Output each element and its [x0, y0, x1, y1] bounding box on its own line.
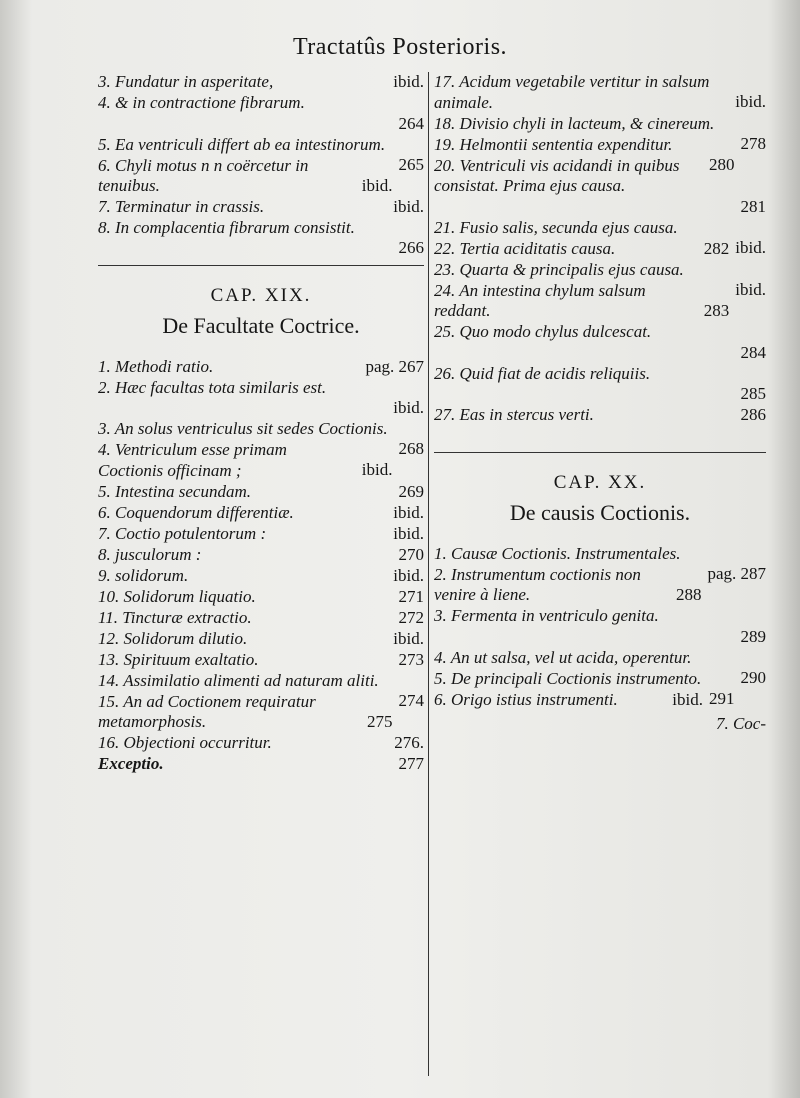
entry-text: 21. Fusio salis, secunda ejus causa. [434, 217, 678, 237]
entry-text: 22. Tertia aciditatis causa. [434, 238, 616, 258]
toc-entry [98, 670, 424, 710]
toc-entry [98, 629, 424, 650]
entry-text: 6. Origo istius instrumenti. [434, 689, 618, 709]
toc-entry [98, 482, 424, 503]
entry-page: ibid. [361, 175, 393, 195]
entry-text: 7. Terminatur in crassis. [98, 197, 265, 216]
entry-page: 289 [740, 626, 766, 646]
entry-page: 265 [398, 154, 424, 174]
toc-entry [98, 587, 424, 608]
entry-text: 15. An ad Coctionem requiratur metamorphosis. [98, 691, 316, 731]
entry-page: 275 [367, 711, 393, 731]
toc-entry [434, 156, 766, 218]
toc-entry [98, 545, 424, 566]
entry-page: 270 [398, 544, 424, 564]
toc-entry [98, 566, 424, 587]
entry-page: 285 [740, 384, 766, 403]
entry-text: 8. In complacentia fibrarum consistit. [98, 218, 355, 237]
entry-text: 7. Coctio potulentorum : [98, 523, 267, 543]
entry-text: 12. Solidorum dilutio. [98, 628, 248, 648]
entry-text: 16. Objectioni occurritur. [98, 733, 272, 752]
entry-page: 269 [398, 481, 424, 501]
entry-text: 2. Instrumentum coctionis non venire à liene. [434, 564, 641, 604]
chapter-number: CAP. XX. [553, 471, 647, 493]
entry-page: 291 [709, 688, 735, 708]
right-entries-top [434, 72, 766, 426]
chapter-title: De causis Coctionis. [509, 500, 691, 525]
entry-page: 274 [398, 690, 424, 710]
chapter-number: CAP. XIX. [210, 284, 312, 306]
entry-page: 271 [398, 586, 424, 606]
entry-page: 282 [703, 238, 730, 258]
toc-entry [434, 565, 766, 606]
toc-entry [98, 72, 424, 93]
entry-text: 9. solidorum. [98, 565, 189, 585]
toc-entry [98, 357, 424, 378]
toc-entry [98, 524, 424, 545]
left-entries-top [98, 72, 424, 257]
toc-entry [434, 405, 766, 426]
toc-entry [98, 197, 424, 218]
entry-page: ibid. [361, 460, 393, 479]
right-entries-bottom [434, 544, 766, 711]
entry-page: 288 [675, 584, 702, 604]
entry-page: ibid. [672, 689, 703, 709]
entry-text: 13. Spirituum exaltatio. [98, 649, 259, 669]
toc-entry [434, 134, 766, 174]
entry-text: 3. Fermenta in ventriculo genita. [434, 606, 659, 625]
left-column [98, 72, 424, 1076]
entry-page: ibid. [393, 502, 424, 522]
entry-text: 4. & in contractione fibrarum. [98, 93, 305, 112]
entry-text: 4. An ut salsa, vel ut acida, operentur. [434, 647, 692, 667]
entry-text: 19. Helmontii sententia expenditur. [434, 134, 673, 154]
entry-text: 5. De principali Coctionis instrumento. [434, 668, 702, 688]
entry-text: 20. Ventriculi vis acidandi in quibus consistat. Prima ejus causa. [434, 155, 680, 195]
entry-text: 18. Divisio chyli in lacteum, & cinereum. [434, 113, 715, 133]
entry-text: 10. Solidorum liquatio. [98, 586, 256, 606]
entry-page: 284 [740, 342, 766, 362]
entry-text: 5. Ea ventriculi differt ab ea intestinorum. [98, 134, 386, 154]
toc-entry [98, 754, 424, 775]
toc-entry [98, 156, 424, 197]
entry-page: pag. 287 [707, 563, 766, 583]
toc-entry [98, 93, 424, 134]
toc-entry [98, 218, 424, 257]
entry-text: 4. Ventriculum esse primam Coctionis officinam ; [98, 440, 287, 480]
entry-text: Exceptio. [98, 754, 164, 773]
entry-page: 281 [740, 196, 766, 216]
toc-entry [434, 543, 766, 583]
toc-entry [434, 364, 766, 405]
toc-entry [98, 733, 424, 754]
entry-page: 290 [740, 667, 766, 687]
toc-entry [98, 503, 424, 524]
entry-text: 6. Coquendorum differentiæ. [98, 502, 294, 522]
toc-entry [434, 259, 766, 299]
entry-page: ibid. [735, 279, 766, 299]
entry-text: 3. Fundatur in asperitate, [98, 72, 274, 91]
entry-text: 26. Quid fiat de acidis reliquiis. [434, 363, 651, 383]
entry-text: 24. An intestina chylum salsum reddant. [434, 280, 646, 320]
entry-page: ibid. [393, 197, 424, 216]
toc-entry [434, 72, 766, 113]
entry-page: ibid. [393, 398, 424, 417]
entry-text: 11. Tincturæ extractio. [98, 607, 252, 627]
entry-text: 1. Causæ Coctionis. Instrumentales. [434, 543, 681, 563]
entry-page: ibid. [393, 565, 424, 585]
entry-text: 6. Chyli motus n n coërcetur in tenuibus. [98, 155, 309, 195]
entry-text: 3. An solus ventriculus sit sedes Coctionis. [98, 419, 388, 438]
chapter-title: De Facultate Coctrice. [162, 313, 360, 338]
entry-page: ibid. [393, 72, 424, 91]
toc-entry [98, 419, 424, 458]
entry-page: ibid. [735, 237, 766, 257]
entry-text: 25. Quo modo chylus dulcescat. [434, 322, 652, 341]
entry-page: 264 [398, 113, 424, 133]
entry-page: pag. 267 [365, 356, 424, 376]
entry-text: 17. Acidum vegetabile vertitur in salsum animale. [434, 72, 710, 112]
section-rule [434, 452, 766, 453]
toc-entry [434, 239, 766, 260]
entry-text: 1. Methodi ratio. [98, 356, 214, 376]
toc-entry [98, 650, 424, 671]
entry-page: ibid. [393, 628, 424, 648]
entry-text: 14. Assimilatio alimenti ad naturam aliti. [98, 670, 379, 690]
entry-page: 280 [709, 154, 735, 174]
entry-page: 268 [398, 439, 424, 458]
section-rule [98, 265, 424, 266]
entry-page: 283 [703, 300, 730, 320]
entry-page: ibid. [393, 523, 424, 543]
entry-text: 8. jusculorum : [98, 544, 202, 564]
entry-page: 266 [398, 238, 424, 257]
entry-text: 2. Hæc facultas tota similaris est. [98, 377, 327, 397]
toc-entry [98, 378, 424, 419]
entry-text: 27. Eas in stercus verti. [434, 405, 594, 424]
toc-entry [434, 690, 766, 711]
entry-page: 278 [740, 133, 766, 153]
column-divider [428, 72, 429, 1076]
entry-page: 276. [394, 733, 424, 752]
entry-page: 277 [398, 754, 424, 773]
right-column [434, 72, 766, 1076]
toc-entry [98, 692, 424, 733]
entry-page: 272 [398, 607, 424, 627]
toc-entry [98, 440, 424, 481]
running-header: Tractatûs Posterioris. [292, 34, 508, 60]
toc-entry [434, 322, 766, 363]
entry-page: 273 [398, 649, 424, 669]
left-entries-bottom [98, 357, 424, 775]
toc-entry [98, 608, 424, 629]
catchword: 7. Coc- [715, 714, 766, 733]
toc-entry [434, 606, 766, 647]
entry-page: 286 [740, 405, 766, 424]
entry-page: ibid. [735, 92, 766, 111]
entry-text: 23. Quarta & principalis ejus causa. [434, 259, 684, 279]
toc-entry [434, 281, 766, 322]
toc-entry [98, 134, 424, 174]
entry-text: 5. Intestina secundam. [98, 481, 251, 501]
